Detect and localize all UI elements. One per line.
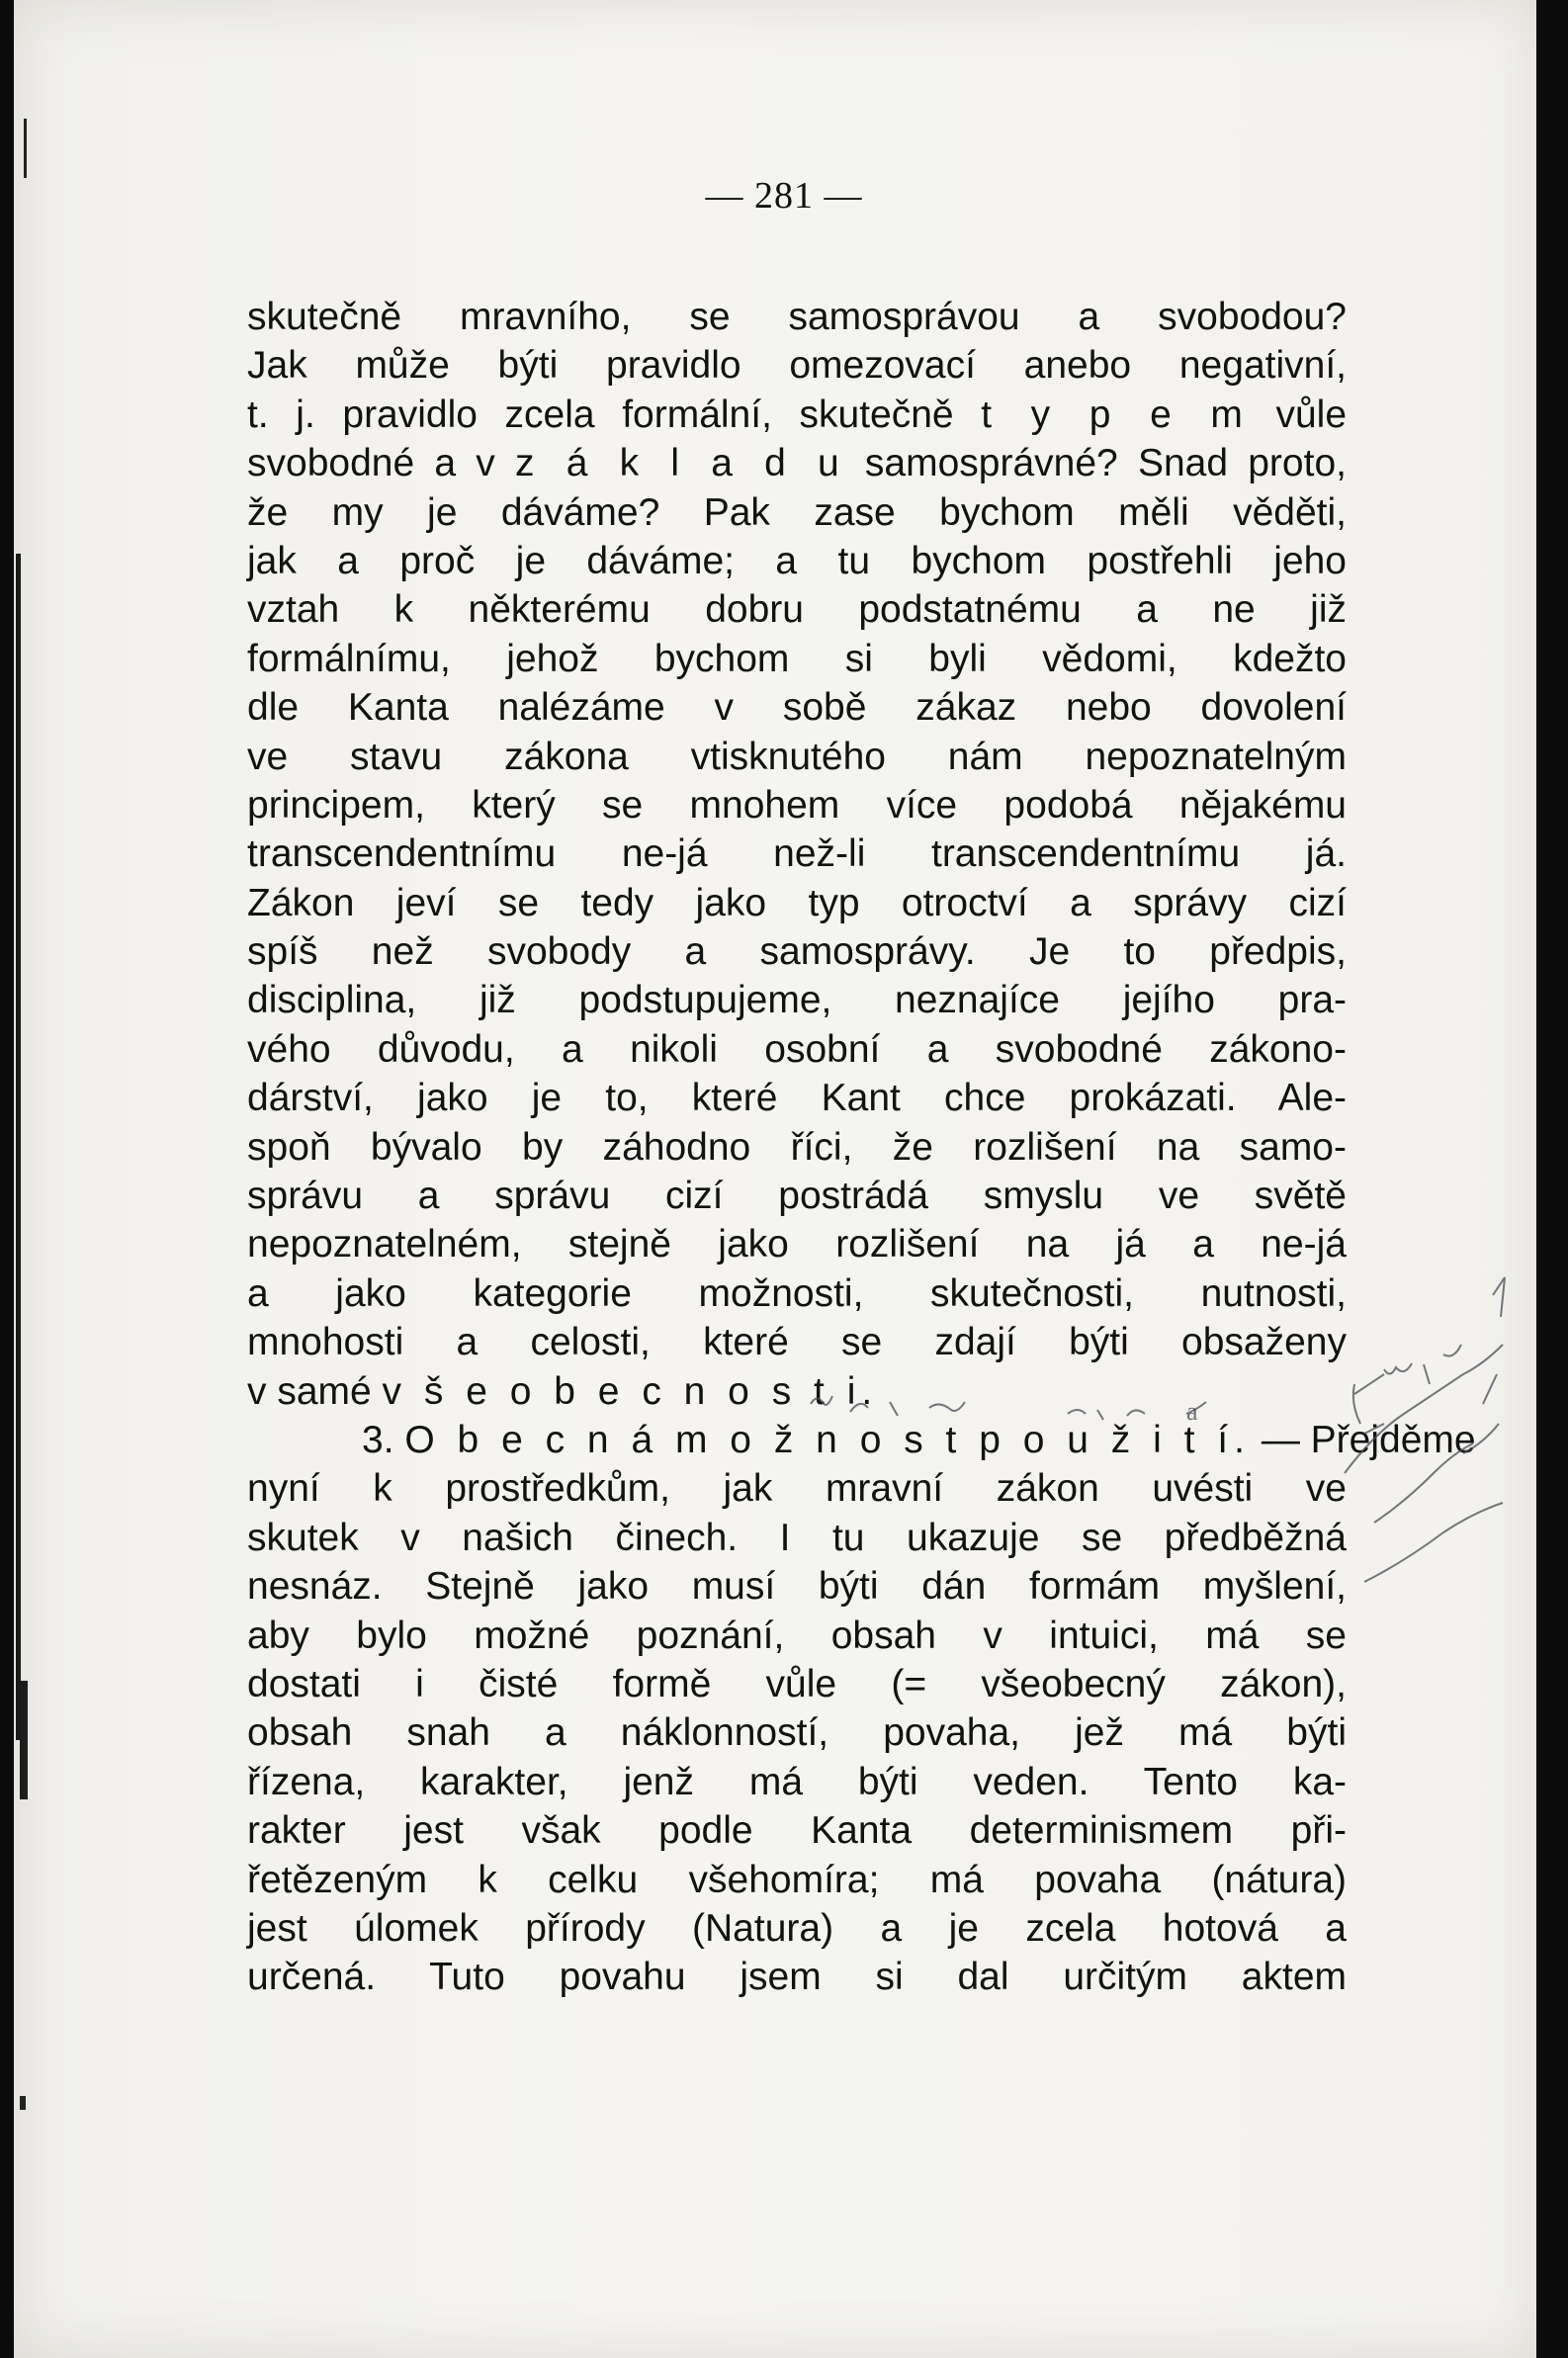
text-line — [247, 1856, 1347, 1904]
text-line — [247, 391, 1347, 439]
text-line-content: mnohosti a celosti, které se zdají býti obsaženy — [247, 1321, 1347, 1364]
section-number: 3. — [362, 1418, 394, 1461]
text-line-content: transcendentnímu ne-já než-li transcendentnímu já. — [247, 832, 1347, 876]
binding-edge-marks — [14, 0, 53, 2358]
text-line — [247, 1758, 1347, 1806]
text-line — [247, 293, 1347, 341]
text-line-content: rakter jest však podle Kantа determinismem při- — [247, 1809, 1347, 1853]
text-line-content: Jak může býti pravidlo omezovací anebo negativní, — [247, 344, 1347, 388]
text-line-content: Zákon jeví se tedy jako typ otroctví a správy cizí — [247, 881, 1347, 924]
text-line-content: řízena, karakter, jenž má býti veden. Tento ka- — [247, 1760, 1347, 1803]
text-line-content: nepoznatelném, stejně jako rozlišení na já a ne-já — [247, 1223, 1347, 1266]
text-line — [247, 1318, 1347, 1366]
text-line — [247, 879, 1347, 927]
text-line-content: vého důvodu, a nikoli osobní a svobodné zákono- — [247, 1027, 1347, 1071]
text-line — [247, 1464, 1347, 1513]
text-line-content: a jako kategorie možnosti, skutečnosti, nutnosti, — [247, 1271, 1347, 1315]
text-line-content: t. j. pravidlo zcela formální, skutečně — [247, 393, 954, 436]
text-line-content: dle Kanta nalézáme v sobě zákaz nebo dovolení — [247, 686, 1347, 730]
text-line-content: vůle — [1275, 393, 1348, 436]
text-line — [247, 1123, 1347, 1172]
text-line-content: principem, který se mnohem více podobá nějakému — [247, 783, 1347, 827]
text-line — [247, 1708, 1347, 1757]
text-line-content: obsah snah a náklonností, povaha, jež má býti — [247, 1711, 1347, 1755]
text-line-content: skutečně mravního, se samosprávou a svobodou? — [247, 296, 1347, 338]
emphasized-word: v š e o b e c n o s t i. — [382, 1369, 879, 1413]
text-line — [247, 733, 1347, 781]
text-line — [247, 927, 1347, 976]
text-line — [247, 585, 1347, 634]
text-line — [247, 1025, 1347, 1074]
handwritten-mark: a — [1186, 1397, 1198, 1426]
text-line — [247, 1172, 1347, 1220]
text-line — [247, 439, 1347, 487]
text-line-content: dostati i čisté formě vůle (= všeobecný zákon), — [247, 1662, 1347, 1705]
text-line — [247, 781, 1347, 830]
text-line — [247, 1806, 1347, 1855]
text-line — [247, 341, 1347, 390]
text-line — [247, 1220, 1347, 1268]
body-text — [247, 293, 1476, 2002]
emphasized-word: t y p e m — [981, 393, 1249, 436]
text-line-content: určená. Tuto povahu jsem si dal určitým aktem — [247, 1956, 1347, 1999]
text-line-content: řetězeným k celku všehomíra; má povaha (nátura) — [247, 1858, 1347, 1901]
text-line-content: v samé — [247, 1369, 372, 1413]
text-line-content: aby bylo možné poznání, obsah v intuici, má se — [247, 1614, 1347, 1657]
text-line-content: nesnáz. Stejně jako musí býti dán formám myšlení, — [247, 1565, 1347, 1609]
text-line-content: nyní k prostředkům, jak mravní zákon uvésti ve — [247, 1467, 1347, 1511]
text-line — [247, 1367, 1347, 1416]
text-line — [247, 830, 1347, 878]
text-line-content: samosprávné? Snad proto, — [864, 442, 1347, 485]
text-line-content: ve stavu zákona vtisknutého nám nepoznatelným — [247, 735, 1347, 778]
text-line — [247, 976, 1347, 1024]
text-line-content: svobodné a v — [247, 442, 495, 485]
text-line-content: skutek v našich činech. I tu ukazuje se předběžná — [247, 1516, 1347, 1559]
text-line-content: správu a správu cizí postrádá smyslu ve světě — [247, 1175, 1347, 1218]
text-line-content: dárství, jako je to, které Kant chce prokázati. Ale- — [247, 1077, 1347, 1120]
section-heading: O b e c n á m o ž n o s t p o u ž i t í. — [404, 1418, 1251, 1461]
text-line — [247, 1562, 1347, 1611]
section-heading-line — [247, 1416, 1476, 1464]
page-number: — 281 — — [705, 175, 863, 217]
text-line — [247, 1660, 1347, 1708]
text-line — [247, 635, 1347, 683]
text-line-content: jest úlomek přírody (Natura) a je zcela hotová a — [247, 1906, 1347, 1950]
text-line-content: spoň bývalo by záhodno říci, že rozlišení na samo- — [247, 1125, 1347, 1169]
emphasized-word: z á k l a d u — [514, 442, 845, 485]
text-line — [247, 683, 1347, 732]
text-line-content: formálnímu, jehož bychom si byli vědomi, kdežto — [247, 637, 1347, 680]
text-line — [247, 1074, 1347, 1122]
text-line-content: — Přejděme — [1261, 1418, 1476, 1461]
text-line — [247, 1612, 1347, 1660]
text-line — [247, 1514, 1347, 1562]
text-line — [247, 1953, 1347, 2001]
text-line — [247, 488, 1347, 537]
text-line — [247, 537, 1347, 585]
text-line — [247, 1904, 1347, 1953]
text-line-content: že my je dáváme? Pak zase bychom měli věděti, — [247, 490, 1347, 534]
text-line — [247, 1269, 1347, 1318]
text-line-content: vztah k některému dobru podstatnému a ne již — [247, 588, 1347, 632]
text-line-content: spíš než svobody a samosprávy. Je to předpis, — [247, 930, 1347, 974]
text-line-content: jak a proč je dáváme; a tu bychom postřehli jeho — [247, 539, 1347, 582]
text-line-content: disciplina, již podstupujeme, neznajíce jejího pra- — [247, 979, 1347, 1022]
